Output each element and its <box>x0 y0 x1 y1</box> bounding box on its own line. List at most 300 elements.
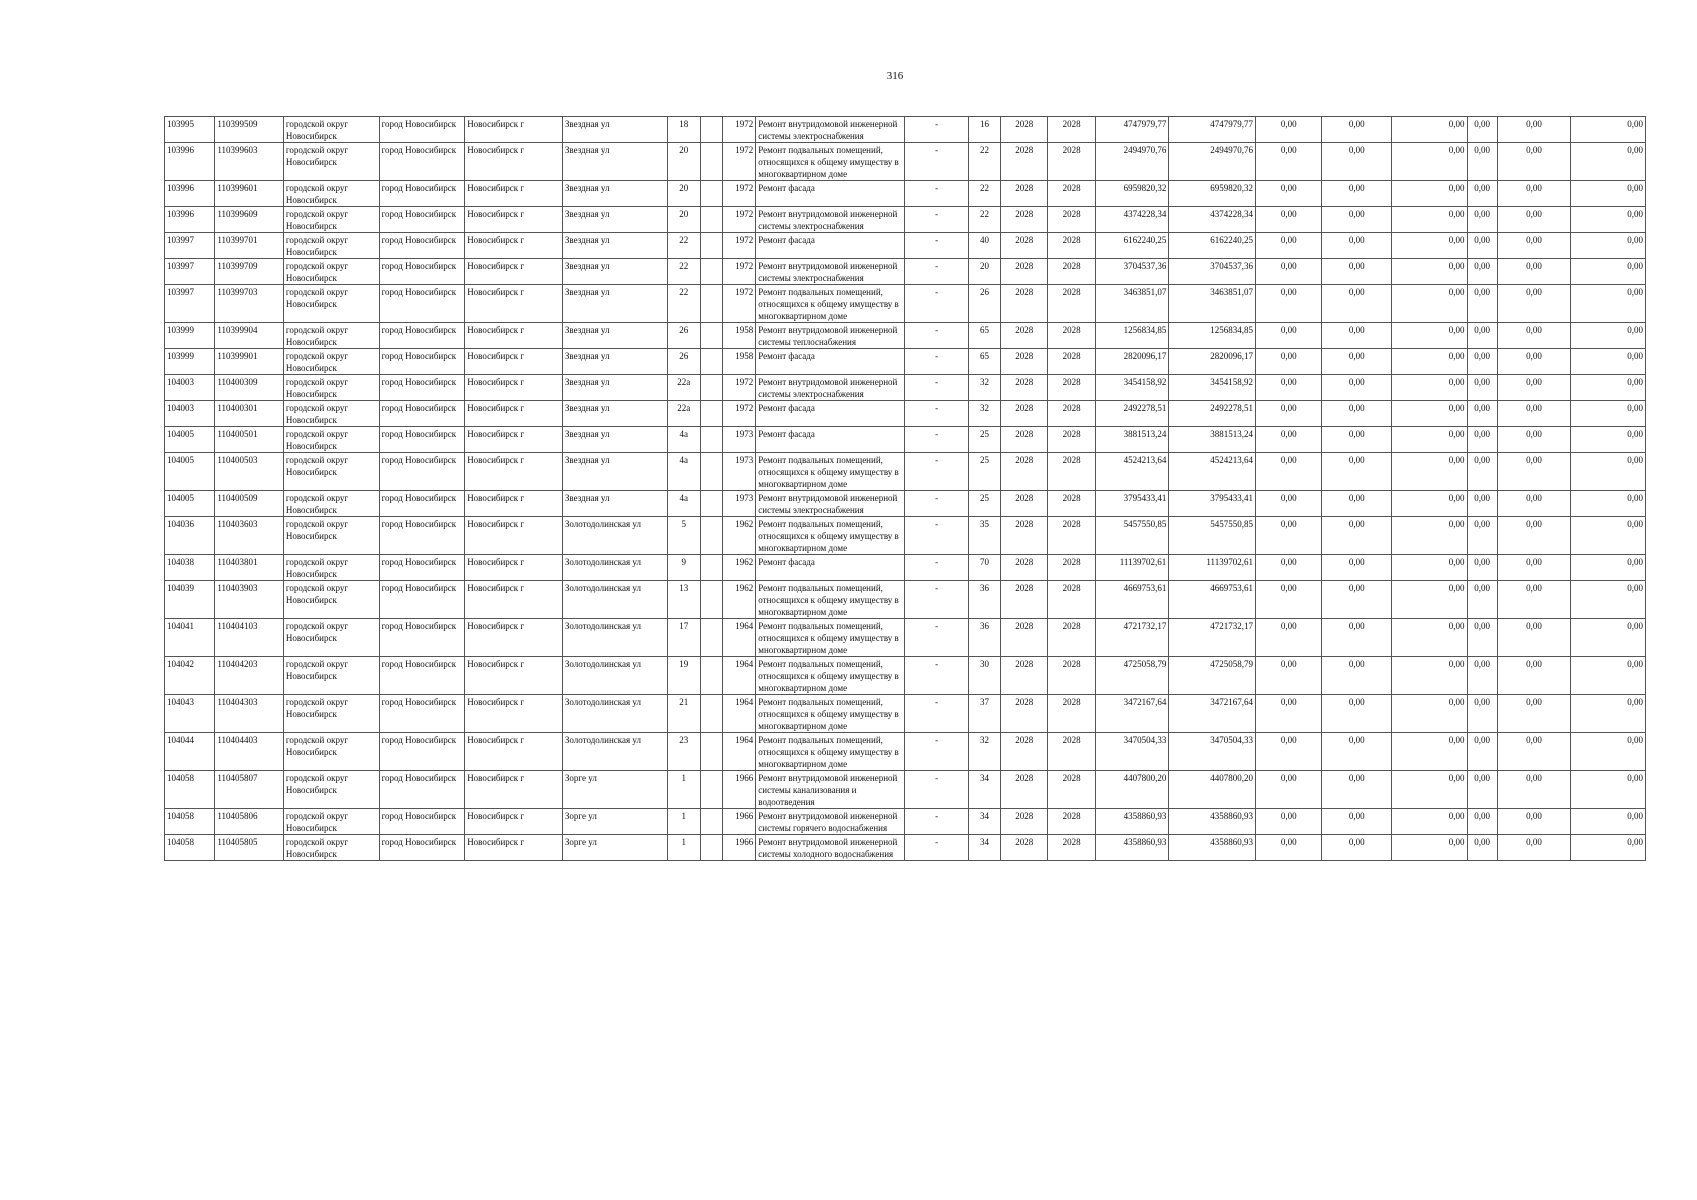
district-cell: городской округ Новосибирск <box>283 491 379 517</box>
work-type: Ремонт подвальных помещений, относящихся к общему имуществу в многоквартирном доме <box>756 619 905 657</box>
amount-4: 0,00 <box>1467 517 1497 555</box>
amount-2: 0,00 <box>1322 181 1392 207</box>
amount-2: 0,00 <box>1322 835 1392 861</box>
table-row <box>165 657 1646 695</box>
row-id: 103995 <box>165 117 215 143</box>
amount-2: 0,00 <box>1322 733 1392 771</box>
amount-1: 0,00 <box>1255 517 1321 555</box>
year-start: 2028 <box>1001 259 1048 285</box>
amount-2: 0,00 <box>1322 401 1392 427</box>
build-year: 1972 <box>723 375 756 401</box>
row-id: 104036 <box>165 517 215 555</box>
building-cell <box>700 259 722 285</box>
locality-cell: Новосибирск г <box>465 491 563 517</box>
dash-cell: - <box>905 657 968 695</box>
locality-cell: Новосибирск г <box>465 323 563 349</box>
year-end: 2028 <box>1048 117 1095 143</box>
amount-6: 0,00 <box>1571 323 1646 349</box>
table-row <box>165 285 1646 323</box>
dash-cell: - <box>905 555 968 581</box>
object-code: 110399601 <box>215 181 284 207</box>
year-start: 2028 <box>1001 517 1048 555</box>
amount-5: 0,00 <box>1497 181 1571 207</box>
table-row <box>165 349 1646 375</box>
total-cost: 4747979,77 <box>1095 117 1169 143</box>
fund-cost: 3472167,64 <box>1169 695 1256 733</box>
table-row <box>165 401 1646 427</box>
capital-repair-table <box>164 116 1646 861</box>
dash-cell: - <box>905 401 968 427</box>
quantity-cell: 35 <box>968 517 1000 555</box>
quantity-cell: 36 <box>968 619 1000 657</box>
object-code: 110405807 <box>215 771 284 809</box>
dash-cell: - <box>905 375 968 401</box>
row-id: 103996 <box>165 143 215 181</box>
dash-cell: - <box>905 233 968 259</box>
locality-cell: Новосибирск г <box>465 517 563 555</box>
table-row <box>165 181 1646 207</box>
district-cell: городской округ Новосибирск <box>283 401 379 427</box>
building-cell <box>700 619 722 657</box>
work-type: Ремонт подвальных помещений, относящихся к общему имуществу в многоквартирном доме <box>756 695 905 733</box>
locality-cell: Новосибирск г <box>465 375 563 401</box>
amount-3: 0,00 <box>1391 143 1467 181</box>
building-cell <box>700 143 722 181</box>
amount-6: 0,00 <box>1571 835 1646 861</box>
object-code: 110405806 <box>215 809 284 835</box>
build-year: 1964 <box>723 657 756 695</box>
object-code: 110403603 <box>215 517 284 555</box>
amount-4: 0,00 <box>1467 657 1497 695</box>
house-number: 1 <box>667 835 700 861</box>
row-id: 103999 <box>165 349 215 375</box>
amount-3: 0,00 <box>1391 657 1467 695</box>
district-cell: городской округ Новосибирск <box>283 259 379 285</box>
quantity-cell: 22 <box>968 143 1000 181</box>
table-row <box>165 453 1646 491</box>
municipality-cell: город Новосибирск <box>379 733 465 771</box>
object-code: 110399901 <box>215 349 284 375</box>
work-type: Ремонт внутридомовой инженерной системы горячего водоснабжения <box>756 809 905 835</box>
street-cell: Звездная ул <box>562 453 667 491</box>
year-start: 2028 <box>1001 349 1048 375</box>
amount-1: 0,00 <box>1255 285 1321 323</box>
amount-4: 0,00 <box>1467 233 1497 259</box>
locality-cell: Новосибирск г <box>465 259 563 285</box>
amount-1: 0,00 <box>1255 581 1321 619</box>
amount-1: 0,00 <box>1255 323 1321 349</box>
amount-4: 0,00 <box>1467 207 1497 233</box>
table-row <box>165 619 1646 657</box>
total-cost: 11139702,61 <box>1095 555 1169 581</box>
amount-4: 0,00 <box>1467 695 1497 733</box>
amount-2: 0,00 <box>1322 233 1392 259</box>
building-cell <box>700 517 722 555</box>
year-start: 2028 <box>1001 657 1048 695</box>
municipality-cell: город Новосибирск <box>379 695 465 733</box>
year-start: 2028 <box>1001 555 1048 581</box>
street-cell: Звездная ул <box>562 143 667 181</box>
build-year: 1972 <box>723 181 756 207</box>
locality-cell: Новосибирск г <box>465 285 563 323</box>
dash-cell: - <box>905 835 968 861</box>
work-type: Ремонт внутридомовой инженерной системы электроснабжения <box>756 259 905 285</box>
district-cell: городской округ Новосибирск <box>283 375 379 401</box>
year-end: 2028 <box>1048 143 1095 181</box>
amount-5: 0,00 <box>1497 233 1571 259</box>
fund-cost: 3463851,07 <box>1169 285 1256 323</box>
year-start: 2028 <box>1001 771 1048 809</box>
amount-3: 0,00 <box>1391 375 1467 401</box>
district-cell: городской округ Новосибирск <box>283 771 379 809</box>
build-year: 1972 <box>723 259 756 285</box>
municipality-cell: город Новосибирск <box>379 259 465 285</box>
house-number: 26 <box>667 323 700 349</box>
amount-4: 0,00 <box>1467 619 1497 657</box>
amount-5: 0,00 <box>1497 349 1571 375</box>
table-row <box>165 555 1646 581</box>
amount-4: 0,00 <box>1467 835 1497 861</box>
district-cell: городской округ Новосибирск <box>283 657 379 695</box>
district-cell: городской округ Новосибирск <box>283 233 379 259</box>
build-year: 1972 <box>723 143 756 181</box>
table-row <box>165 143 1646 181</box>
amount-3: 0,00 <box>1391 771 1467 809</box>
street-cell: Звездная ул <box>562 259 667 285</box>
object-code: 110399701 <box>215 233 284 259</box>
house-number: 26 <box>667 349 700 375</box>
year-end: 2028 <box>1048 809 1095 835</box>
year-end: 2028 <box>1048 657 1095 695</box>
locality-cell: Новосибирск г <box>465 453 563 491</box>
amount-6: 0,00 <box>1571 427 1646 453</box>
total-cost: 3470504,33 <box>1095 733 1169 771</box>
object-code: 110400509 <box>215 491 284 517</box>
house-number: 4а <box>667 491 700 517</box>
amount-2: 0,00 <box>1322 771 1392 809</box>
year-start: 2028 <box>1001 117 1048 143</box>
row-id: 104038 <box>165 555 215 581</box>
street-cell: Звездная ул <box>562 491 667 517</box>
locality-cell: Новосибирск г <box>465 555 563 581</box>
building-cell <box>700 733 722 771</box>
build-year: 1964 <box>723 695 756 733</box>
build-year: 1972 <box>723 207 756 233</box>
municipality-cell: город Новосибирск <box>379 143 465 181</box>
amount-5: 0,00 <box>1497 517 1571 555</box>
locality-cell: Новосибирск г <box>465 809 563 835</box>
amount-6: 0,00 <box>1571 619 1646 657</box>
object-code: 110405805 <box>215 835 284 861</box>
total-cost: 2492278,51 <box>1095 401 1169 427</box>
street-cell: Звездная ул <box>562 117 667 143</box>
work-type: Ремонт внутридомовой инженерной системы электроснабжения <box>756 207 905 233</box>
amount-4: 0,00 <box>1467 285 1497 323</box>
object-code: 110403903 <box>215 581 284 619</box>
year-end: 2028 <box>1048 453 1095 491</box>
table-row <box>165 695 1646 733</box>
build-year: 1973 <box>723 427 756 453</box>
build-year: 1966 <box>723 771 756 809</box>
amount-1: 0,00 <box>1255 695 1321 733</box>
municipality-cell: город Новосибирск <box>379 771 465 809</box>
locality-cell: Новосибирск г <box>465 771 563 809</box>
dash-cell: - <box>905 143 968 181</box>
object-code: 110399609 <box>215 207 284 233</box>
locality-cell: Новосибирск г <box>465 233 563 259</box>
amount-5: 0,00 <box>1497 733 1571 771</box>
year-end: 2028 <box>1048 517 1095 555</box>
municipality-cell: город Новосибирск <box>379 375 465 401</box>
district-cell: городской округ Новосибирск <box>283 555 379 581</box>
year-end: 2028 <box>1048 349 1095 375</box>
row-id: 103996 <box>165 207 215 233</box>
street-cell: Звездная ул <box>562 181 667 207</box>
locality-cell: Новосибирск г <box>465 835 563 861</box>
work-type: Ремонт внутридомовой инженерной системы теплоснабжения <box>756 323 905 349</box>
house-number: 1 <box>667 771 700 809</box>
fund-cost: 6162240,25 <box>1169 233 1256 259</box>
building-cell <box>700 555 722 581</box>
district-cell: городской округ Новосибирск <box>283 809 379 835</box>
table-row <box>165 733 1646 771</box>
amount-2: 0,00 <box>1322 323 1392 349</box>
building-cell <box>700 695 722 733</box>
fund-cost: 5457550,85 <box>1169 517 1256 555</box>
table-row <box>165 517 1646 555</box>
amount-3: 0,00 <box>1391 117 1467 143</box>
house-number: 4а <box>667 453 700 491</box>
street-cell: Золотодолинская ул <box>562 581 667 619</box>
build-year: 1973 <box>723 453 756 491</box>
quantity-cell: 16 <box>968 117 1000 143</box>
dash-cell: - <box>905 453 968 491</box>
quantity-cell: 25 <box>968 453 1000 491</box>
house-number: 4а <box>667 427 700 453</box>
building-cell <box>700 491 722 517</box>
house-number: 18 <box>667 117 700 143</box>
work-type: Ремонт подвальных помещений, относящихся к общему имуществу в многоквартирном доме <box>756 657 905 695</box>
quantity-cell: 34 <box>968 809 1000 835</box>
quantity-cell: 25 <box>968 427 1000 453</box>
total-cost: 4358860,93 <box>1095 835 1169 861</box>
amount-4: 0,00 <box>1467 581 1497 619</box>
work-type: Ремонт подвальных помещений, относящихся к общему имуществу в многоквартирном доме <box>756 285 905 323</box>
quantity-cell: 30 <box>968 657 1000 695</box>
house-number: 21 <box>667 695 700 733</box>
total-cost: 3463851,07 <box>1095 285 1169 323</box>
amount-4: 0,00 <box>1467 143 1497 181</box>
house-number: 1 <box>667 809 700 835</box>
street-cell: Звездная ул <box>562 375 667 401</box>
build-year: 1962 <box>723 555 756 581</box>
year-end: 2028 <box>1048 771 1095 809</box>
quantity-cell: 70 <box>968 555 1000 581</box>
year-start: 2028 <box>1001 491 1048 517</box>
street-cell: Звездная ул <box>562 323 667 349</box>
object-code: 110404403 <box>215 733 284 771</box>
amount-3: 0,00 <box>1391 427 1467 453</box>
amount-2: 0,00 <box>1322 143 1392 181</box>
table-row <box>165 259 1646 285</box>
street-cell: Звездная ул <box>562 401 667 427</box>
house-number: 22 <box>667 285 700 323</box>
row-id: 104058 <box>165 835 215 861</box>
year-end: 2028 <box>1048 375 1095 401</box>
amount-6: 0,00 <box>1571 349 1646 375</box>
build-year: 1966 <box>723 809 756 835</box>
street-cell: Зорге ул <box>562 809 667 835</box>
amount-3: 0,00 <box>1391 619 1467 657</box>
amount-3: 0,00 <box>1391 181 1467 207</box>
house-number: 9 <box>667 555 700 581</box>
amount-6: 0,00 <box>1571 555 1646 581</box>
locality-cell: Новосибирск г <box>465 619 563 657</box>
fund-cost: 3704537,36 <box>1169 259 1256 285</box>
amount-2: 0,00 <box>1322 427 1392 453</box>
amount-5: 0,00 <box>1497 401 1571 427</box>
amount-2: 0,00 <box>1322 285 1392 323</box>
work-type: Ремонт фасада <box>756 233 905 259</box>
row-id: 104005 <box>165 453 215 491</box>
amount-3: 0,00 <box>1391 517 1467 555</box>
street-cell: Золотодолинская ул <box>562 517 667 555</box>
build-year: 1972 <box>723 285 756 323</box>
work-type: Ремонт подвальных помещений, относящихся к общему имуществу в многоквартирном доме <box>756 453 905 491</box>
row-id: 103997 <box>165 233 215 259</box>
amount-3: 0,00 <box>1391 207 1467 233</box>
amount-1: 0,00 <box>1255 771 1321 809</box>
fund-cost: 4407800,20 <box>1169 771 1256 809</box>
row-id: 104043 <box>165 695 215 733</box>
table-row <box>165 491 1646 517</box>
district-cell: городской округ Новосибирск <box>283 207 379 233</box>
municipality-cell: город Новосибирск <box>379 181 465 207</box>
work-type: Ремонт фасада <box>756 401 905 427</box>
amount-5: 0,00 <box>1497 375 1571 401</box>
year-end: 2028 <box>1048 285 1095 323</box>
amount-1: 0,00 <box>1255 375 1321 401</box>
amount-5: 0,00 <box>1497 809 1571 835</box>
table-row <box>165 375 1646 401</box>
fund-cost: 6959820,32 <box>1169 181 1256 207</box>
dash-cell: - <box>905 285 968 323</box>
amount-5: 0,00 <box>1497 771 1571 809</box>
fund-cost: 1256834,85 <box>1169 323 1256 349</box>
table-row <box>165 207 1646 233</box>
locality-cell: Новосибирск г <box>465 427 563 453</box>
row-id: 104058 <box>165 809 215 835</box>
locality-cell: Новосибирск г <box>465 657 563 695</box>
district-cell: городской округ Новосибирск <box>283 619 379 657</box>
table-row <box>165 427 1646 453</box>
municipality-cell: город Новосибирск <box>379 619 465 657</box>
amount-4: 0,00 <box>1467 323 1497 349</box>
year-end: 2028 <box>1048 695 1095 733</box>
quantity-cell: 36 <box>968 581 1000 619</box>
total-cost: 3795433,41 <box>1095 491 1169 517</box>
amount-6: 0,00 <box>1571 143 1646 181</box>
district-cell: городской округ Новосибирск <box>283 695 379 733</box>
amount-2: 0,00 <box>1322 517 1392 555</box>
amount-5: 0,00 <box>1497 143 1571 181</box>
work-type: Ремонт фасада <box>756 181 905 207</box>
year-start: 2028 <box>1001 581 1048 619</box>
total-cost: 3454158,92 <box>1095 375 1169 401</box>
building-cell <box>700 349 722 375</box>
amount-6: 0,00 <box>1571 181 1646 207</box>
municipality-cell: город Новосибирск <box>379 517 465 555</box>
amount-6: 0,00 <box>1571 771 1646 809</box>
work-type: Ремонт фасада <box>756 427 905 453</box>
municipality-cell: город Новосибирск <box>379 285 465 323</box>
quantity-cell: 32 <box>968 375 1000 401</box>
fund-cost: 3881513,24 <box>1169 427 1256 453</box>
amount-2: 0,00 <box>1322 375 1392 401</box>
amount-3: 0,00 <box>1391 733 1467 771</box>
building-cell <box>700 581 722 619</box>
house-number: 22 <box>667 233 700 259</box>
total-cost: 5457550,85 <box>1095 517 1169 555</box>
build-year: 1973 <box>723 491 756 517</box>
building-cell <box>700 657 722 695</box>
year-end: 2028 <box>1048 491 1095 517</box>
row-id: 104039 <box>165 581 215 619</box>
street-cell: Зорге ул <box>562 771 667 809</box>
amount-4: 0,00 <box>1467 259 1497 285</box>
locality-cell: Новосибирск г <box>465 581 563 619</box>
amount-3: 0,00 <box>1391 323 1467 349</box>
total-cost: 4374228,34 <box>1095 207 1169 233</box>
build-year: 1972 <box>723 401 756 427</box>
object-code: 110400301 <box>215 401 284 427</box>
street-cell: Золотодолинская ул <box>562 657 667 695</box>
quantity-cell: 34 <box>968 835 1000 861</box>
dash-cell: - <box>905 619 968 657</box>
dash-cell: - <box>905 181 968 207</box>
work-type: Ремонт внутридомовой инженерной системы электроснабжения <box>756 491 905 517</box>
amount-5: 0,00 <box>1497 835 1571 861</box>
district-cell: городской округ Новосибирск <box>283 143 379 181</box>
municipality-cell: город Новосибирск <box>379 233 465 259</box>
district-cell: городской округ Новосибирск <box>283 349 379 375</box>
quantity-cell: 20 <box>968 259 1000 285</box>
building-cell <box>700 401 722 427</box>
building-cell <box>700 427 722 453</box>
total-cost: 6162240,25 <box>1095 233 1169 259</box>
table-row <box>165 233 1646 259</box>
locality-cell: Новосибирск г <box>465 695 563 733</box>
amount-4: 0,00 <box>1467 733 1497 771</box>
row-id: 104003 <box>165 401 215 427</box>
year-start: 2028 <box>1001 401 1048 427</box>
amount-3: 0,00 <box>1391 401 1467 427</box>
amount-4: 0,00 <box>1467 427 1497 453</box>
fund-cost: 3795433,41 <box>1169 491 1256 517</box>
total-cost: 6959820,32 <box>1095 181 1169 207</box>
year-end: 2028 <box>1048 401 1095 427</box>
amount-6: 0,00 <box>1571 581 1646 619</box>
amount-1: 0,00 <box>1255 835 1321 861</box>
fund-cost: 4747979,77 <box>1169 117 1256 143</box>
amount-3: 0,00 <box>1391 285 1467 323</box>
year-end: 2028 <box>1048 733 1095 771</box>
fund-cost: 11139702,61 <box>1169 555 1256 581</box>
amount-1: 0,00 <box>1255 453 1321 491</box>
page-number: 316 <box>886 70 904 82</box>
amount-6: 0,00 <box>1571 117 1646 143</box>
street-cell: Звездная ул <box>562 427 667 453</box>
